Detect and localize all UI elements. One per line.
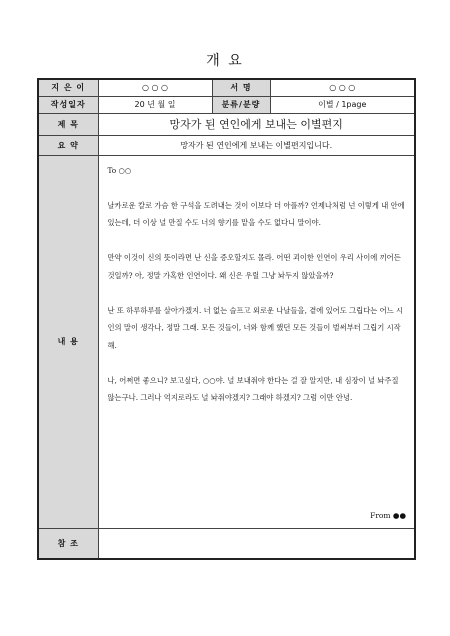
subject-label: 제 목 bbox=[38, 113, 98, 135]
letter-text bbox=[108, 162, 407, 407]
author-label: 지 은 이 bbox=[38, 79, 98, 96]
letter-paragraph: 난 또 하루하루를 살아가겠지. 너 없는 슬프고 외로운 나날들을, 곁에 있어도 그립다는 어느 시인의 말이 생각나, 정말 그래. 모든 것들이, 너와 함께 했던 모든 것들이 벌써부터 그립기 시작해. bbox=[107, 305, 404, 350]
letter-greeting: To ○○ bbox=[107, 165, 132, 175]
author-value[interactable]: ○ ○ ○ bbox=[98, 79, 212, 96]
letter-closing: From ●● bbox=[370, 510, 406, 520]
summary-row bbox=[38, 135, 415, 155]
reference-row bbox=[38, 528, 415, 559]
date-row bbox=[38, 96, 415, 113]
outline-form-table bbox=[37, 78, 416, 560]
content-label: 내 용 bbox=[38, 155, 98, 528]
category-label: 분류/분량 bbox=[212, 96, 270, 113]
date-label: 작성일자 bbox=[38, 96, 98, 113]
content-row bbox=[38, 155, 415, 528]
reference-label: 참 조 bbox=[38, 528, 98, 559]
subject-row bbox=[38, 113, 415, 135]
content-body[interactable] bbox=[98, 155, 415, 528]
page-title: 개 요 bbox=[206, 53, 244, 69]
reference-value[interactable] bbox=[98, 528, 415, 559]
signature-label: 서 명 bbox=[212, 79, 270, 96]
letter-paragraph: 날카로운 칼로 가슴 한 구석을 도려내는 것이 이보다 더 아플까? 언제나처럼 넌 이렇게 내 안에 있는데, 더 이상 널 만질 수도 너의 향기를 맡을 수도 없다니 말이야. bbox=[107, 200, 405, 227]
letter-paragraph: 나, 어쩌면 좋으니? 보고싶다, ○○야. 널 보내줘야 한다는 걸 잘 알지만, 내 심장이 널 놔주질 않는구나. 그러나 억지로라도 널 놔줘야겠지? 그래야 하겠지? 그럼 이만 안녕. bbox=[107, 375, 399, 402]
date-value[interactable]: 20 년 월 일 bbox=[98, 96, 212, 113]
summary-value[interactable]: 망자가 된 연인에게 보내는 이별편지입니다. bbox=[98, 135, 415, 155]
letter-paragraph: 만약 이것이 신의 뜻이라면 난 신을 증오할지도 몰라. 어떤 괴이한 인연이 우리 사이에 끼어든 것일까? 아, 정말 가혹한 인연이다. 왜 신은 우릴 그냥 놔두지 않았을까? bbox=[107, 253, 401, 280]
category-value[interactable]: 이별 / 1page bbox=[270, 96, 415, 113]
subject-value[interactable]: 망자가 된 연인에게 보내는 이별편지 bbox=[98, 113, 415, 135]
signature-value[interactable]: ○ ○ ○ bbox=[270, 79, 415, 96]
summary-label: 요 약 bbox=[38, 135, 98, 155]
author-row bbox=[38, 79, 415, 96]
